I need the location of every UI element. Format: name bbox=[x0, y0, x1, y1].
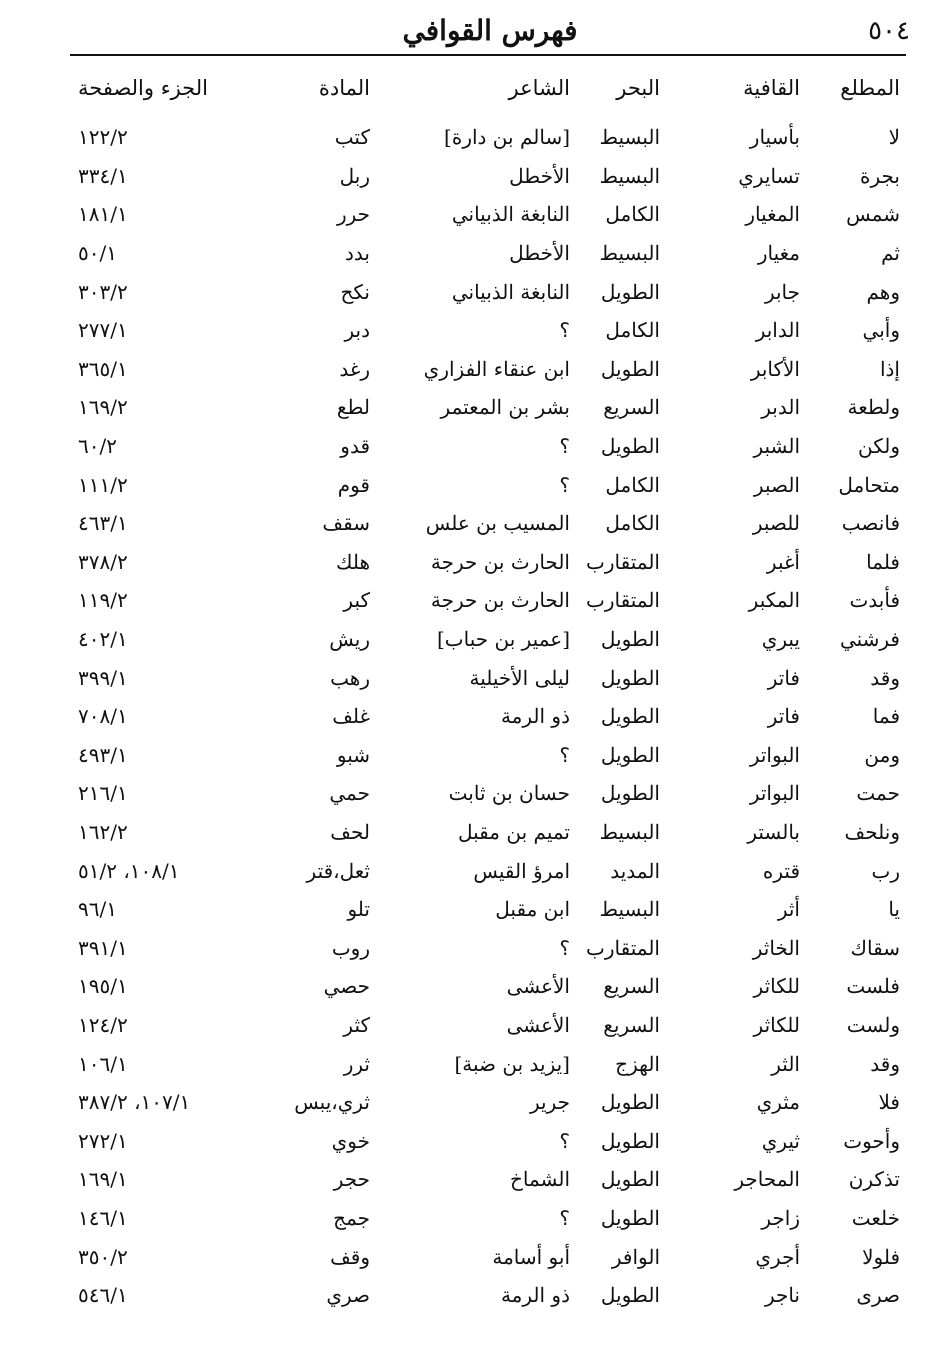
bahr-cell: الطويل bbox=[600, 1128, 660, 1153]
table-row bbox=[70, 1199, 906, 1238]
poet-cell: ذو الرمة bbox=[500, 1283, 570, 1308]
qafiya-cell: للكاثر bbox=[753, 1012, 800, 1037]
poet-cell: تميم بن مقبل bbox=[458, 819, 570, 844]
reference-cell: ١٨١/١ bbox=[78, 202, 128, 227]
madda-cell: ثري،يبس bbox=[294, 1090, 370, 1115]
table-row bbox=[70, 118, 906, 157]
matla-cell: ولست bbox=[846, 1012, 900, 1037]
qafiya-cell: زاجر bbox=[761, 1205, 800, 1230]
madda-cell: وقف bbox=[330, 1244, 370, 1269]
madda-cell: كتب bbox=[334, 125, 370, 150]
table-row bbox=[70, 581, 906, 620]
qafiya-cell: المكبر bbox=[748, 588, 800, 613]
bahr-cell: المتقارب bbox=[586, 588, 660, 613]
qafiya-cell: للصبر bbox=[752, 511, 800, 536]
qafiya-cell: الدبر bbox=[761, 395, 800, 420]
table-row bbox=[70, 504, 906, 543]
table-row bbox=[70, 658, 906, 697]
table-row bbox=[70, 272, 906, 311]
matla-cell: سقاك bbox=[850, 935, 900, 960]
madda-cell: لطع bbox=[336, 395, 370, 420]
qafiya-cell: تسايري bbox=[738, 163, 800, 188]
qafiya-cell: أغبر bbox=[766, 549, 800, 574]
poet-cell: ليلى الأخيلية bbox=[469, 665, 570, 690]
matla-cell: فلولا bbox=[862, 1244, 900, 1269]
reference-cell: ٣٩٩/١ bbox=[78, 665, 128, 690]
poet-cell: حسان بن ثابت bbox=[448, 781, 570, 806]
qafiya-cell: ثيري bbox=[761, 1128, 800, 1153]
qafiya-cell: المغيار bbox=[745, 202, 800, 227]
reference-cell: ٤٠٢/١ bbox=[78, 627, 128, 652]
matla-cell: فانصب bbox=[841, 511, 900, 536]
bahr-cell: الطويل bbox=[600, 1283, 660, 1308]
reference-cell: ١٢٢/٢ bbox=[78, 125, 128, 150]
matla-cell: إذا bbox=[879, 356, 900, 381]
header-madda: المادة bbox=[318, 76, 370, 100]
running-title: فهرس القوافي bbox=[402, 14, 578, 47]
table-row bbox=[70, 774, 906, 813]
poet-cell: ذو الرمة bbox=[500, 704, 570, 729]
reference-cell: ١٠٨/١، ٥١/٢ bbox=[78, 858, 180, 883]
madda-cell: سقف bbox=[322, 511, 370, 536]
reference-cell: ١٢٤/٢ bbox=[78, 1012, 128, 1037]
qafiya-cell: مغيار bbox=[757, 241, 800, 266]
qafiya-cell: بالستر bbox=[747, 819, 800, 844]
bahr-cell: الطويل bbox=[600, 356, 660, 381]
bahr-cell: الطويل bbox=[600, 1205, 660, 1230]
madda-cell: رهب bbox=[330, 665, 370, 690]
reference-cell: ٢٧٢/١ bbox=[78, 1128, 128, 1153]
qafiya-cell: بأسيار bbox=[749, 125, 800, 150]
reference-cell: ٥٤٦/١ bbox=[78, 1283, 128, 1308]
reference-cell: ٣٩١/١ bbox=[78, 935, 128, 960]
poet-cell: الأعشى bbox=[506, 1012, 570, 1037]
poet-cell: الأخطل bbox=[509, 163, 570, 188]
qafiya-cell: الخاثر bbox=[752, 935, 800, 960]
bahr-cell: الهزج bbox=[615, 1051, 660, 1076]
qafiya-cell: يبري bbox=[761, 627, 800, 652]
header-juz-safha: الجزء والصفحة bbox=[78, 76, 208, 100]
qafiya-cell: أثر bbox=[777, 897, 800, 922]
poet-cell: الأعشى bbox=[506, 974, 570, 999]
table-row bbox=[70, 427, 906, 466]
table-row bbox=[70, 1006, 906, 1045]
table-row bbox=[70, 736, 906, 775]
page-header bbox=[70, 10, 910, 50]
madda-cell: بدد bbox=[345, 241, 370, 266]
reference-cell: ١٩٥/١ bbox=[78, 974, 128, 999]
poet-cell: ؟ bbox=[559, 318, 570, 343]
bahr-cell: البسيط bbox=[599, 163, 660, 188]
poet-cell: النابغة الذبياني bbox=[451, 202, 570, 227]
matla-cell: خلعت bbox=[851, 1205, 900, 1230]
reference-cell: ٢١٦/١ bbox=[78, 781, 128, 806]
matla-cell: ونلحف bbox=[844, 819, 900, 844]
reference-cell: ١٤٦/١ bbox=[78, 1205, 128, 1230]
matla-cell: ولكن bbox=[857, 434, 900, 459]
header-bahr: البحر bbox=[616, 76, 660, 100]
table-row bbox=[70, 388, 906, 427]
table-row bbox=[70, 311, 906, 350]
qafiya-cell: قتره bbox=[762, 858, 800, 883]
header-shaer: الشاعر bbox=[508, 76, 570, 100]
qafiya-cell: الدابر bbox=[755, 318, 800, 343]
matla-cell: وأبي bbox=[862, 318, 900, 343]
bahr-cell: الطويل bbox=[600, 665, 660, 690]
reference-cell: ٧٠٨/١ bbox=[78, 704, 128, 729]
matla-cell: وأحوت bbox=[843, 1128, 900, 1153]
reference-cell: ٤٩٣/١ bbox=[78, 742, 128, 767]
madda-cell: شبو bbox=[336, 742, 370, 767]
reference-cell: ١٦٩/٢ bbox=[78, 395, 128, 420]
poet-cell: ؟ bbox=[559, 472, 570, 497]
table-row bbox=[70, 543, 906, 582]
qafiya-cell: فاتر bbox=[767, 704, 800, 729]
madda-cell: ربل bbox=[339, 163, 370, 188]
qafiya-cell: للكاثر bbox=[753, 974, 800, 999]
table-row bbox=[70, 1160, 906, 1199]
reference-cell: ٣٠٣/٢ bbox=[78, 279, 128, 304]
bahr-cell: المتقارب bbox=[586, 935, 660, 960]
matla-cell: ومن bbox=[864, 742, 900, 767]
bahr-cell: الطويل bbox=[600, 627, 660, 652]
table-row bbox=[70, 157, 906, 196]
bahr-cell: السريع bbox=[603, 974, 660, 999]
reference-cell: ٣٣٤/١ bbox=[78, 163, 128, 188]
madda-cell: خوي bbox=[331, 1128, 370, 1153]
header-qafiya: القافية bbox=[743, 76, 800, 100]
madda-cell: ريش bbox=[329, 627, 370, 652]
matla-cell: لا bbox=[888, 125, 900, 150]
matla-cell: ثم bbox=[881, 241, 900, 266]
matla-cell: فما bbox=[872, 704, 900, 729]
matla-cell: وقد bbox=[870, 665, 900, 690]
madda-cell: كثر bbox=[343, 1012, 370, 1037]
bahr-cell: الطويل bbox=[600, 434, 660, 459]
bahr-cell: الوافر bbox=[611, 1244, 660, 1269]
poet-cell: ابن عنقاء الفزاري bbox=[423, 356, 570, 381]
matla-cell: متحامل bbox=[838, 472, 900, 497]
qafiya-cell: الصبر bbox=[753, 472, 800, 497]
table-row bbox=[70, 890, 906, 929]
table-row bbox=[70, 851, 906, 890]
reference-cell: ٤٦٣/١ bbox=[78, 511, 128, 536]
header-matla: المطلع bbox=[840, 76, 900, 100]
madda-cell: لحف bbox=[330, 819, 370, 844]
madda-cell: هلك bbox=[335, 549, 370, 574]
matla-cell: وقد bbox=[870, 1051, 900, 1076]
madda-cell: روب bbox=[331, 935, 370, 960]
madda-cell: حجر bbox=[333, 1167, 370, 1192]
table-row bbox=[70, 928, 906, 967]
qafiya-cell: فاتر bbox=[767, 665, 800, 690]
madda-cell: تلو bbox=[347, 897, 370, 922]
matla-cell: بجرة bbox=[860, 163, 900, 188]
qafiya-cell: أجري bbox=[755, 1244, 800, 1269]
qafiya-cell: المحاجر bbox=[734, 1167, 800, 1192]
qafiya-cell: الثر bbox=[771, 1051, 800, 1076]
matla-cell: فأبدت bbox=[849, 588, 900, 613]
table-row bbox=[70, 1044, 906, 1083]
header-rule bbox=[70, 54, 906, 56]
poet-cell: النابغة الذبياني bbox=[451, 279, 570, 304]
matla-cell: فلا bbox=[878, 1090, 900, 1115]
table-row bbox=[70, 1276, 906, 1315]
poet-cell: الشماخ bbox=[509, 1167, 570, 1192]
bahr-cell: السريع bbox=[603, 1012, 660, 1037]
poet-cell: [يزيد بن ضبة] bbox=[454, 1051, 570, 1076]
matla-cell: يا bbox=[888, 897, 900, 922]
bahr-cell: المديد bbox=[610, 858, 660, 883]
table-row bbox=[70, 350, 906, 389]
reference-cell: ١٠٦/١ bbox=[78, 1051, 128, 1076]
matla-cell: صرى bbox=[856, 1283, 900, 1308]
poet-cell: جرير bbox=[530, 1090, 570, 1115]
madda-cell: كبر bbox=[343, 588, 370, 613]
madda-cell: جمج bbox=[333, 1205, 370, 1230]
bahr-cell: الطويل bbox=[600, 1090, 660, 1115]
madda-cell: قوم bbox=[337, 472, 370, 497]
reference-cell: ١١١/٢ bbox=[78, 472, 128, 497]
poet-cell: ؟ bbox=[559, 434, 570, 459]
qafiya-cell: مثري bbox=[756, 1090, 800, 1115]
reference-cell: ٣٦٥/١ bbox=[78, 356, 128, 381]
bahr-cell: البسيط bbox=[599, 819, 660, 844]
table-row bbox=[70, 620, 906, 659]
qafiya-cell: الأكابر bbox=[750, 356, 800, 381]
matla-cell: تذكرن bbox=[848, 1167, 900, 1192]
madda-cell: ثرر bbox=[343, 1051, 370, 1076]
matla-cell: فلما bbox=[866, 549, 900, 574]
poet-cell: ؟ bbox=[559, 935, 570, 960]
bahr-cell: الكامل bbox=[605, 511, 660, 536]
qafiya-cell: جابر bbox=[764, 279, 800, 304]
poet-cell: [سالم بن دارة] bbox=[444, 125, 570, 150]
poet-cell: ؟ bbox=[559, 742, 570, 767]
table-row bbox=[70, 234, 906, 273]
matla-cell: فلست bbox=[846, 974, 900, 999]
poet-cell: أبو أسامة bbox=[492, 1244, 570, 1269]
madda-cell: حرر bbox=[336, 202, 370, 227]
table-row bbox=[70, 697, 906, 736]
matla-cell: رب bbox=[871, 858, 900, 883]
table-row bbox=[70, 1237, 906, 1276]
table-row bbox=[70, 813, 906, 852]
madda-cell: غلف bbox=[332, 704, 370, 729]
bahr-cell: السريع bbox=[603, 395, 660, 420]
reference-cell: ٢٧٧/١ bbox=[78, 318, 128, 343]
qafiya-cell: الشبر bbox=[753, 434, 800, 459]
table-row bbox=[70, 1083, 906, 1122]
bahr-cell: الكامل bbox=[605, 472, 660, 497]
reference-cell: ٣٥٠/٢ bbox=[78, 1244, 128, 1269]
bahr-cell: الكامل bbox=[605, 202, 660, 227]
matla-cell: حمت bbox=[856, 781, 900, 806]
madda-cell: دبر bbox=[344, 318, 370, 343]
madda-cell: حصي bbox=[323, 974, 370, 999]
poet-cell: المسيب بن علس bbox=[425, 511, 570, 536]
poet-cell: الحارث بن حرجة bbox=[430, 588, 570, 613]
matla-cell: وهم bbox=[866, 279, 900, 304]
table-row bbox=[70, 1121, 906, 1160]
madda-cell: حمي bbox=[329, 781, 370, 806]
reference-cell: ٦٠/٢ bbox=[78, 434, 117, 459]
bahr-cell: الطويل bbox=[600, 279, 660, 304]
reference-cell: ٣٧٨/٢ bbox=[78, 549, 128, 574]
qafiya-cell: البواتر bbox=[749, 781, 800, 806]
qafiya-cell: البواتر bbox=[749, 742, 800, 767]
bahr-cell: البسيط bbox=[599, 125, 660, 150]
bahr-cell: المتقارب bbox=[586, 549, 660, 574]
reference-cell: ١٦٩/١ bbox=[78, 1167, 128, 1192]
bahr-cell: الطويل bbox=[600, 1167, 660, 1192]
madda-cell: قدو bbox=[340, 434, 370, 459]
table-row bbox=[70, 195, 906, 234]
page-number: ٥٠٤ bbox=[868, 16, 910, 46]
reference-cell: ١٦٢/٢ bbox=[78, 819, 128, 844]
reference-cell: ٥٠/١ bbox=[78, 241, 117, 266]
table-row bbox=[70, 967, 906, 1006]
reference-cell: ٩٦/١ bbox=[78, 897, 117, 922]
poet-cell: امرؤ القيس bbox=[473, 858, 570, 883]
matla-cell: ولطعة bbox=[847, 395, 900, 420]
bahr-cell: البسيط bbox=[599, 241, 660, 266]
madda-cell: رغد bbox=[339, 356, 370, 381]
bahr-cell: الطويل bbox=[600, 781, 660, 806]
madda-cell: نكح bbox=[340, 279, 370, 304]
madda-cell: صري bbox=[326, 1283, 370, 1308]
poet-cell: الحارث بن حرجة bbox=[430, 549, 570, 574]
madda-cell: ثعل،قتر bbox=[306, 858, 370, 883]
column-headers bbox=[70, 72, 906, 104]
poet-cell: الأخطل bbox=[509, 241, 570, 266]
matla-cell: فرشني bbox=[839, 627, 900, 652]
index-table-body bbox=[70, 118, 906, 1314]
bahr-cell: الطويل bbox=[600, 742, 660, 767]
matla-cell: شمس bbox=[846, 202, 900, 227]
poet-cell: بشر بن المعتمر bbox=[440, 395, 570, 420]
qafiya-cell: ناجر bbox=[764, 1283, 800, 1308]
poet-cell: ؟ bbox=[559, 1205, 570, 1230]
table-row bbox=[70, 465, 906, 504]
reference-cell: ١٠٧/١، ٣٨٧/٢ bbox=[78, 1090, 191, 1115]
bahr-cell: الطويل bbox=[600, 704, 660, 729]
poet-cell: [عمير بن حباب] bbox=[437, 627, 570, 652]
poet-cell: ؟ bbox=[559, 1128, 570, 1153]
bahr-cell: الكامل bbox=[605, 318, 660, 343]
bahr-cell: البسيط bbox=[599, 897, 660, 922]
poet-cell: ابن مقبل bbox=[495, 897, 570, 922]
reference-cell: ١١٩/٢ bbox=[78, 588, 128, 613]
